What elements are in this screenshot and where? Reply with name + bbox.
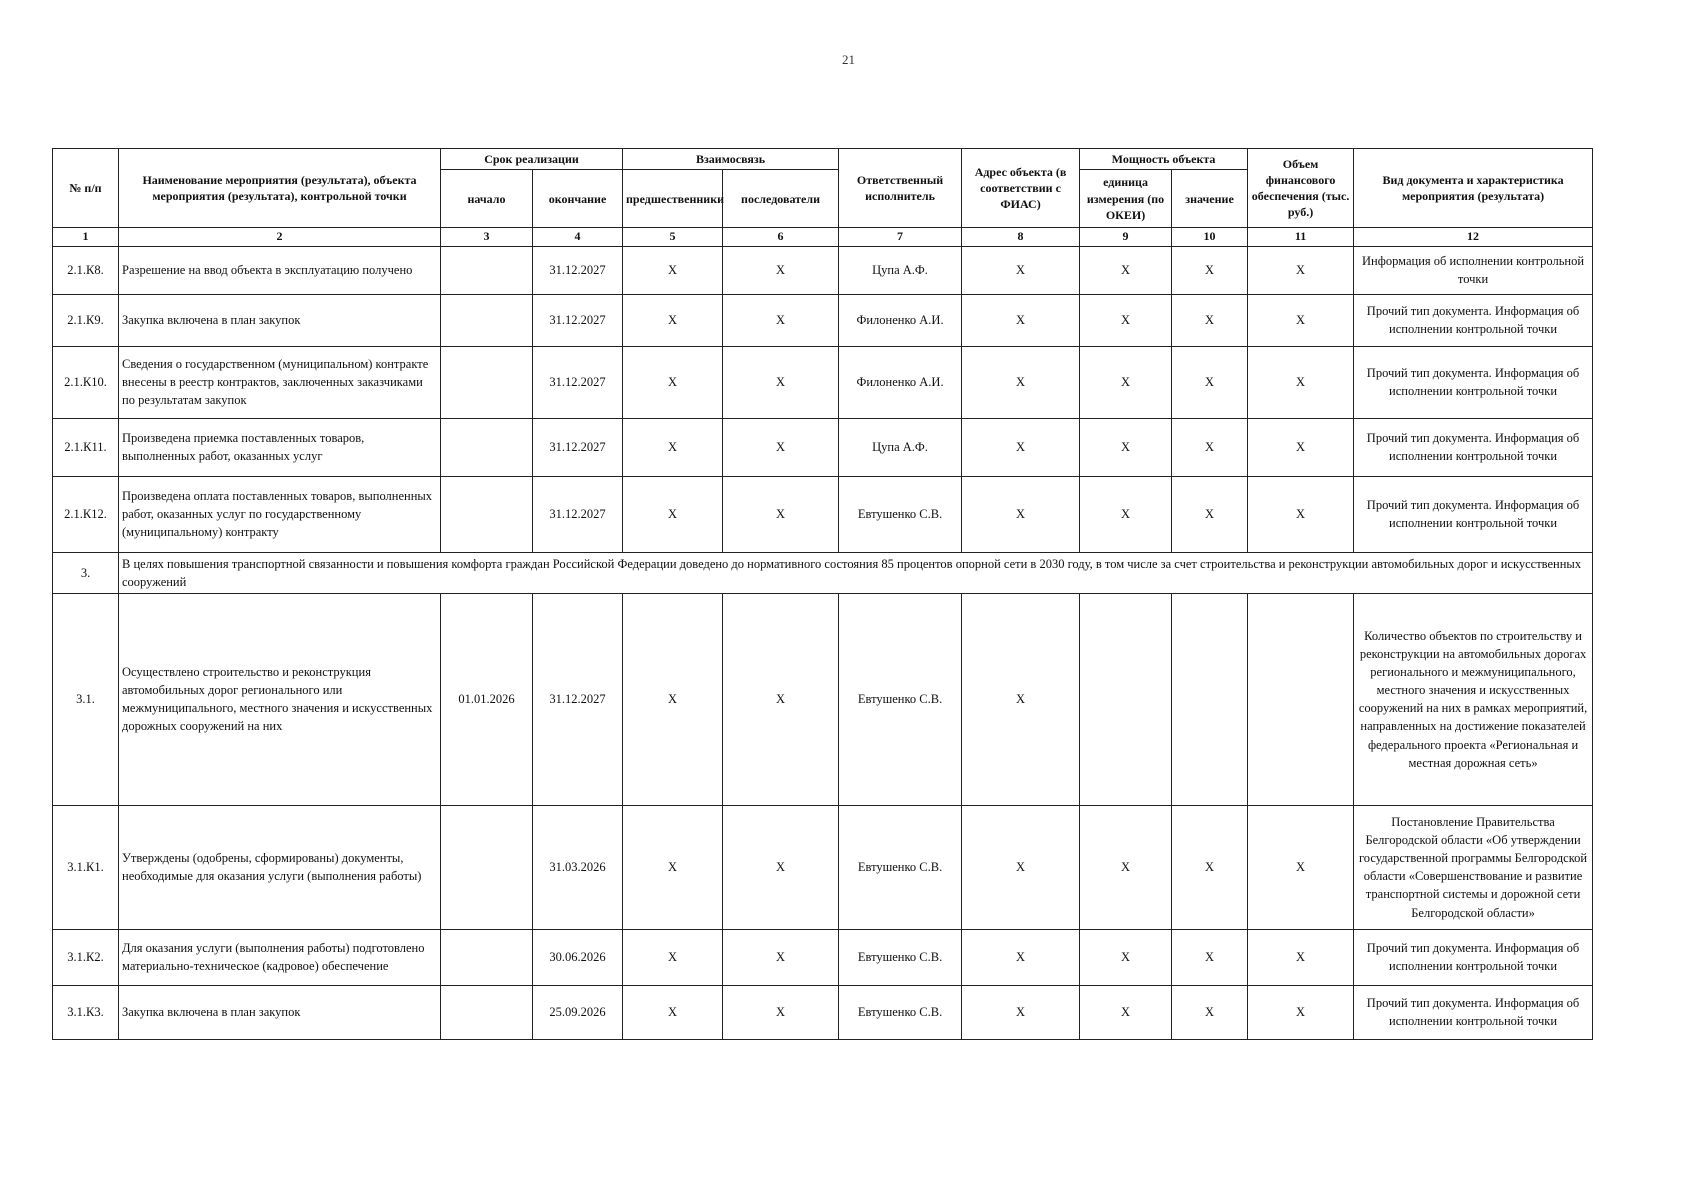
row-responsible: Цупа А.Ф. <box>839 246 962 294</box>
row-end: 31.12.2027 <box>533 246 623 294</box>
row-start <box>441 985 533 1039</box>
row-address: X <box>962 929 1080 985</box>
section-title: В целях повышения транспортной связанности и повышения комфорта граждан Российской Федерации доведено до нормативного состояния 85 процентов опорной сети в 2030 году, в том числе за счет строительства и реконструкции автомобильных дорог и искусственных сооружений <box>119 552 1593 593</box>
row-start <box>441 294 533 346</box>
header-no: № п/п <box>53 149 119 228</box>
row-address: X <box>962 346 1080 418</box>
table-header <box>53 149 1593 247</box>
row-address: X <box>962 985 1080 1039</box>
table-body <box>53 246 1593 1039</box>
row-number: 3.1. <box>53 593 119 805</box>
row-start <box>441 805 533 929</box>
row-end: 31.12.2027 <box>533 346 623 418</box>
table-row <box>53 246 1593 294</box>
row-predecessors: X <box>623 418 723 476</box>
row-number: 2.1.К12. <box>53 476 119 552</box>
row-unit: X <box>1080 294 1172 346</box>
header-address: Адрес объекта (в соответствии с ФИАС) <box>962 149 1080 228</box>
row-volume: X <box>1248 418 1354 476</box>
header-document: Вид документа и характеристика мероприятия (результата) <box>1354 149 1593 228</box>
column-number: 3 <box>441 228 533 246</box>
row-predecessors: X <box>623 805 723 929</box>
row-document: Прочий тип документа. Информация об исполнении контрольной точки <box>1354 346 1593 418</box>
row-document: Информация об исполнении контрольной точки <box>1354 246 1593 294</box>
row-name: Закупка включена в план закупок <box>119 294 441 346</box>
page-number: 21 <box>842 52 855 67</box>
row-successors: X <box>723 418 839 476</box>
header-start: начало <box>441 170 533 228</box>
table-row <box>53 346 1593 418</box>
row-end: 31.12.2027 <box>533 418 623 476</box>
row-name: Закупка включена в план закупок <box>119 985 441 1039</box>
row-start <box>441 418 533 476</box>
row-address: X <box>962 476 1080 552</box>
row-number: 3.1.К2. <box>53 929 119 985</box>
header-end: окончание <box>533 170 623 228</box>
row-successors: X <box>723 346 839 418</box>
row-responsible: Евтушенко С.В. <box>839 985 962 1039</box>
row-responsible: Евтушенко С.В. <box>839 805 962 929</box>
column-number: 11 <box>1248 228 1354 246</box>
row-volume: X <box>1248 246 1354 294</box>
row-volume: X <box>1248 805 1354 929</box>
table-row <box>53 593 1593 805</box>
row-document: Прочий тип документа. Информация об исполнении контрольной точки <box>1354 985 1593 1039</box>
row-document: Прочий тип документа. Информация об исполнении контрольной точки <box>1354 418 1593 476</box>
header-successors: последователи <box>723 170 839 228</box>
row-number: 2.1.К8. <box>53 246 119 294</box>
row-start <box>441 346 533 418</box>
header-capacity: Мощность объекта <box>1080 149 1248 170</box>
column-number: 4 <box>533 228 623 246</box>
row-name: Сведения о государственном (муниципальном) контракте внесены в реестр контрактов, заключенных заказчиками по результатам закупок <box>119 346 441 418</box>
row-responsible: Филоненко А.И. <box>839 346 962 418</box>
row-address: X <box>962 246 1080 294</box>
column-numbers-row <box>53 228 1593 246</box>
row-value: X <box>1172 346 1248 418</box>
row-unit: X <box>1080 346 1172 418</box>
row-value: X <box>1172 805 1248 929</box>
row-address: X <box>962 418 1080 476</box>
header-unit: единица измерения (по ОКЕИ) <box>1080 170 1172 228</box>
row-successors: X <box>723 929 839 985</box>
row-address: X <box>962 805 1080 929</box>
row-end: 31.12.2027 <box>533 593 623 805</box>
row-value: X <box>1172 246 1248 294</box>
column-number: 1 <box>53 228 119 246</box>
row-document: Прочий тип документа. Информация об исполнении контрольной точки <box>1354 929 1593 985</box>
row-successors: X <box>723 985 839 1039</box>
column-number: 5 <box>623 228 723 246</box>
row-value: X <box>1172 476 1248 552</box>
header-responsible: Ответственный исполнитель <box>839 149 962 228</box>
row-volume: X <box>1248 346 1354 418</box>
row-predecessors: X <box>623 246 723 294</box>
header-period: Срок реализации <box>441 149 623 170</box>
column-number: 9 <box>1080 228 1172 246</box>
table-row <box>53 294 1593 346</box>
header-links: Взаимосвязь <box>623 149 839 170</box>
header-volume: Объем финансового обеспечения (тыс. руб.) <box>1248 149 1354 228</box>
row-end: 25.09.2026 <box>533 985 623 1039</box>
row-unit <box>1080 593 1172 805</box>
header-value: значение <box>1172 170 1248 228</box>
row-end: 31.12.2027 <box>533 294 623 346</box>
row-number: 3.1.К3. <box>53 985 119 1039</box>
row-number: 3.1.К1. <box>53 805 119 929</box>
section-number: 3. <box>53 552 119 593</box>
row-value: X <box>1172 294 1248 346</box>
row-number: 2.1.К10. <box>53 346 119 418</box>
row-end: 30.06.2026 <box>533 929 623 985</box>
row-successors: X <box>723 805 839 929</box>
row-start <box>441 476 533 552</box>
row-address: X <box>962 294 1080 346</box>
row-document: Прочий тип документа. Информация об исполнении контрольной точки <box>1354 476 1593 552</box>
row-responsible: Евтушенко С.В. <box>839 929 962 985</box>
row-unit: X <box>1080 418 1172 476</box>
row-value: X <box>1172 418 1248 476</box>
table-row <box>53 418 1593 476</box>
row-responsible: Евтушенко С.В. <box>839 476 962 552</box>
row-predecessors: X <box>623 346 723 418</box>
row-number: 2.1.К11. <box>53 418 119 476</box>
row-end: 31.03.2026 <box>533 805 623 929</box>
table-row <box>53 805 1593 929</box>
row-unit: X <box>1080 476 1172 552</box>
row-name: Произведена оплата поставленных товаров, выполненных работ, оказанных услуг по государственному (муниципальному) контракту <box>119 476 441 552</box>
header-predecessors: предшественники <box>623 170 723 228</box>
row-volume <box>1248 593 1354 805</box>
row-document: Прочий тип документа. Информация об исполнении контрольной точки <box>1354 294 1593 346</box>
row-name: Разрешение на ввод объекта в эксплуатацию получено <box>119 246 441 294</box>
row-unit: X <box>1080 929 1172 985</box>
row-predecessors: X <box>623 294 723 346</box>
column-number: 10 <box>1172 228 1248 246</box>
row-unit: X <box>1080 985 1172 1039</box>
row-unit: X <box>1080 246 1172 294</box>
row-number: 2.1.К9. <box>53 294 119 346</box>
row-address: X <box>962 593 1080 805</box>
row-name: Осуществлено строительство и реконструкция автомобильных дорог регионального или межмуниципального, местного значения и искусственных дорожных сооружений на них <box>119 593 441 805</box>
header-name: Наименование мероприятия (результата), объекта мероприятия (результата), контрольной точки <box>119 149 441 228</box>
row-name: Утверждены (одобрены, сформированы) документы, необходимые для оказания услуги (выполнения работы) <box>119 805 441 929</box>
table-row <box>53 476 1593 552</box>
table-row <box>53 929 1593 985</box>
section-row <box>53 552 1593 593</box>
row-name: Произведена приемка поставленных товаров, выполненных работ, оказанных услуг <box>119 418 441 476</box>
row-predecessors: X <box>623 929 723 985</box>
row-start <box>441 929 533 985</box>
row-predecessors: X <box>623 985 723 1039</box>
row-volume: X <box>1248 294 1354 346</box>
row-responsible: Филоненко А.И. <box>839 294 962 346</box>
row-document: Постановление Правительства Белгородской области «Об утверждении государственной программы Белгородской области «Совершенствование и развитие транспортной системы и дорожной сети Белгородской области» <box>1354 805 1593 929</box>
row-predecessors: X <box>623 593 723 805</box>
column-number: 6 <box>723 228 839 246</box>
row-document: Количество объектов по строительству и реконструкции на автомобильных дорогах регионального и межмуниципального, местного значения и искусственных сооружений на них в рамках мероприятий, направленных на достижение показателей федерального проекта «Региональная и местная дорожная сеть» <box>1354 593 1593 805</box>
row-value: X <box>1172 985 1248 1039</box>
row-start: 01.01.2026 <box>441 593 533 805</box>
row-responsible: Евтушенко С.В. <box>839 593 962 805</box>
column-number: 7 <box>839 228 962 246</box>
row-value: X <box>1172 929 1248 985</box>
row-unit: X <box>1080 805 1172 929</box>
row-volume: X <box>1248 985 1354 1039</box>
row-name: Для оказания услуги (выполнения работы) подготовлено материально-техническое (кадровое) обеспечение <box>119 929 441 985</box>
row-volume: X <box>1248 929 1354 985</box>
plan-table <box>52 148 1593 1040</box>
row-end: 31.12.2027 <box>533 476 623 552</box>
row-successors: X <box>723 294 839 346</box>
row-successors: X <box>723 593 839 805</box>
column-number: 12 <box>1354 228 1593 246</box>
column-number: 8 <box>962 228 1080 246</box>
row-volume: X <box>1248 476 1354 552</box>
row-successors: X <box>723 476 839 552</box>
column-number: 2 <box>119 228 441 246</box>
row-successors: X <box>723 246 839 294</box>
table-row <box>53 985 1593 1039</box>
row-value <box>1172 593 1248 805</box>
row-responsible: Цупа А.Ф. <box>839 418 962 476</box>
row-predecessors: X <box>623 476 723 552</box>
row-start <box>441 246 533 294</box>
